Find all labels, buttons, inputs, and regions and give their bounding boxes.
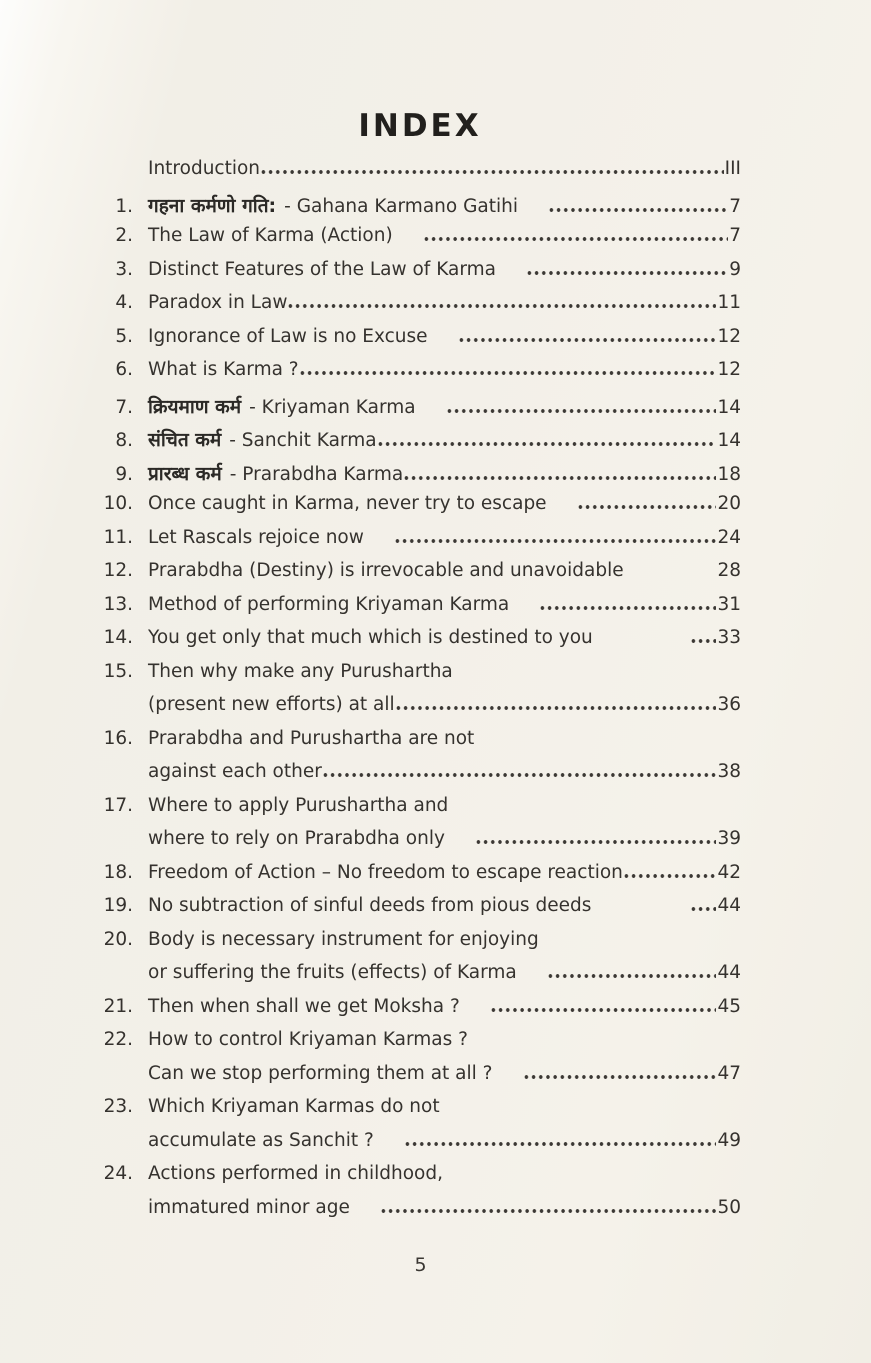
toc-entry-line (100, 996, 741, 1030)
entry-number: 14. (103, 627, 133, 648)
toc-entry-line (100, 594, 741, 628)
leader-wrap (593, 639, 717, 643)
leader-wrap (547, 505, 717, 509)
toc-entry-line (100, 493, 741, 527)
entry-number: 15. (103, 660, 133, 682)
toc-entry-line (100, 828, 741, 862)
dot-leader (404, 1142, 717, 1146)
leader-wrap (591, 907, 716, 911)
entry-text: How to control Kriyaman Karmas ? (148, 1029, 468, 1050)
page-title: INDEX (358, 108, 482, 144)
entry-page-number: 47 (717, 1062, 741, 1084)
toc-entry-line (100, 460, 741, 494)
leader-wrap (517, 974, 717, 978)
entry-text: - Kriyaman Karma (249, 396, 416, 418)
entry-number: 6. (115, 359, 133, 380)
entry-text: Distinct Features of the Law of Karma (148, 258, 496, 280)
leader-wrap (518, 208, 728, 212)
entry-text: Then when shall we get Moksha ? (148, 995, 460, 1017)
dot-leader (299, 371, 717, 375)
entry-page-number: 44 (717, 895, 741, 916)
toc-entry-line (100, 1063, 741, 1097)
dot-leader (322, 773, 717, 777)
toc-entry-line (100, 694, 741, 728)
leader-wrap (493, 1075, 717, 1079)
entry-page-number: 49 (717, 1129, 741, 1151)
entry-devanagari-text: प्रारब्ध कर्म (148, 462, 222, 485)
leader-wrap (393, 237, 729, 241)
entry-text: against each other (148, 761, 322, 782)
entry-text: immatured minor age (148, 1196, 350, 1218)
leader-wrap (287, 304, 716, 308)
leader-wrap (460, 1008, 717, 1012)
entry-number: 23. (103, 1096, 133, 1117)
dot-leader (395, 706, 717, 710)
leader-wrap (377, 442, 717, 446)
entry-number: 8. (115, 430, 133, 451)
toc-entry-line (100, 359, 741, 393)
dot-leader (287, 304, 716, 308)
dot-leader (380, 1209, 717, 1213)
leader-wrap (403, 476, 716, 480)
entry-number: 4. (115, 292, 133, 313)
entry-page-number: III (724, 158, 741, 179)
leader-wrap (428, 338, 717, 342)
entry-page-number: 36 (717, 694, 741, 715)
entry-number: 18. (103, 861, 133, 883)
toc-entry-line (100, 192, 741, 226)
entry-page-number: 9 (729, 258, 741, 280)
toc-entry-line (100, 728, 741, 762)
entry-text: (present new efforts) at all (148, 694, 395, 715)
entry-number: 20. (103, 928, 133, 950)
footer-page-number: 5 (414, 1254, 427, 1276)
entry-text: Actions performed in childhood, (148, 1163, 443, 1184)
dot-leader-short (690, 907, 716, 911)
toc-list (100, 158, 741, 1230)
entry-text: where to rely on Prarabdha only (148, 828, 445, 849)
entry-text: - Sanchit Karma (229, 430, 377, 451)
dot-leader (539, 606, 716, 610)
entry-number: 24. (103, 1163, 133, 1184)
entry-page-number: 31 (717, 593, 741, 615)
entry-number: 22. (103, 1029, 133, 1050)
toc-entry-line (100, 527, 741, 561)
entry-text: Once caught in Karma, never try to escape (148, 493, 547, 514)
dot-leader (423, 237, 729, 241)
entry-page-number: 7 (729, 225, 741, 246)
entry-page-number: 44 (717, 962, 741, 983)
entry-page-number: 33 (717, 627, 741, 648)
toc-entry-line (100, 1029, 741, 1063)
dot-leader (377, 442, 717, 446)
entry-page-number: 7 (729, 195, 741, 217)
dot-leader (547, 974, 717, 978)
entry-page-number: 14 (717, 396, 741, 418)
entry-page-number: 18 (717, 463, 741, 485)
dot-leader-short (690, 639, 716, 643)
toc-entry-line (100, 560, 741, 594)
entry-text: Prarabdha and Purushartha are not (148, 727, 475, 749)
entry-number: 1. (115, 195, 133, 217)
toc-entry-line (100, 1130, 741, 1164)
entry-page-number: 39 (717, 828, 741, 849)
entry-page-number: 42 (717, 861, 741, 883)
entry-page-number: 11 (717, 292, 741, 313)
entry-text: or suffering the fruits (effects) of Karma (148, 962, 517, 983)
toc-entry-line (100, 225, 741, 259)
entry-text: Method of performing Kriyaman Karma (148, 593, 510, 615)
entry-text: Which Kriyaman Karmas do not (148, 1096, 440, 1117)
entry-devanagari-text: गहना कर्मणो गति: (148, 194, 277, 217)
entry-number: 13. (103, 593, 133, 615)
entry-number: 2. (115, 225, 133, 246)
entry-page-number: 14 (717, 430, 741, 451)
toc-entry-line (100, 962, 741, 996)
entry-text: Ignorance of Law is no Excuse (148, 325, 428, 347)
toc-entry-line (100, 862, 741, 896)
toc-entry-line (100, 627, 741, 661)
toc-entry-line (100, 795, 741, 829)
entry-page-number: 24 (717, 526, 741, 548)
dot-leader (394, 539, 717, 543)
entry-page-number: 45 (717, 995, 741, 1017)
entry-devanagari-text: क्रियमाण कर्म (148, 395, 242, 418)
leader-wrap (395, 706, 717, 710)
entry-page-number: 28 (717, 560, 741, 581)
leader-wrap (416, 409, 717, 413)
entry-text: No subtraction of sinful deeds from pious deeds (148, 895, 592, 916)
entry-text: Where to apply Purushartha and (148, 794, 449, 816)
leader-wrap (322, 773, 717, 777)
toc-entry-line (100, 1197, 741, 1231)
entry-number: 12. (103, 560, 133, 581)
entry-text: accumulate as Sanchit ? (148, 1129, 374, 1151)
entry-text: What is Karma ? (148, 359, 299, 380)
toc-entry-line (100, 259, 741, 293)
toc-entry-line (100, 393, 741, 427)
leader-wrap (623, 874, 717, 878)
dot-leader (526, 271, 728, 275)
toc-entry-line (100, 895, 741, 929)
entry-page-number: 12 (717, 325, 741, 347)
entry-number: 7. (115, 396, 133, 418)
entry-number: 5. (115, 325, 133, 347)
entry-number: 3. (115, 258, 133, 280)
toc-entry-line (100, 326, 741, 360)
entry-page-number: 38 (717, 761, 741, 782)
toc-entry-line (100, 929, 741, 963)
entry-text: - Gahana Karmano Gatihi (284, 195, 519, 217)
entry-number: 11. (103, 526, 133, 548)
leader-wrap (260, 170, 724, 174)
leader-wrap (350, 1209, 717, 1213)
toc-entry-line (100, 1163, 741, 1197)
entry-number: 10. (103, 493, 133, 514)
dot-leader (475, 840, 717, 844)
leader-wrap (445, 840, 717, 844)
entry-number: 21. (103, 995, 133, 1017)
dot-leader (523, 1075, 717, 1079)
entry-text: Paradox in Law (148, 292, 288, 313)
dot-leader (458, 338, 717, 342)
entry-text: Can we stop performing them at all ? (148, 1062, 493, 1084)
entry-text: Let Rascals rejoice now (148, 526, 364, 548)
entry-text: Introduction (148, 158, 261, 179)
dot-leader (446, 409, 717, 413)
entry-devanagari-text: संचित कर्म (148, 429, 222, 451)
dot-leader (403, 476, 716, 480)
dot-leader (577, 505, 717, 509)
toc-entry-line (100, 661, 741, 695)
leader-wrap (299, 371, 717, 375)
dot-leader (490, 1008, 717, 1012)
leader-wrap (496, 271, 728, 275)
entry-number: 17. (103, 794, 133, 816)
entry-text: Freedom of Action – No freedom to escape reaction (148, 861, 623, 883)
toc-entry-line (100, 1096, 741, 1130)
entry-text: The Law of Karma (Action) (148, 225, 393, 246)
entry-text: Prarabdha (Destiny) is irrevocable and unavoidable (148, 560, 624, 581)
leader-wrap (374, 1142, 717, 1146)
dot-leader (260, 170, 724, 174)
toc-entry-line (100, 292, 741, 326)
entry-page-number: 20 (717, 493, 741, 514)
entry-text: Then why make any Purushartha (148, 660, 453, 682)
entry-number: 16. (103, 727, 133, 749)
entry-page-number: 50 (717, 1196, 741, 1218)
leader-wrap (509, 606, 716, 610)
toc-entry-line (100, 761, 741, 795)
entry-text: - Prarabdha Karma (229, 463, 404, 485)
entry-text: Body is necessary instrument for enjoying (148, 928, 539, 950)
entry-number: 19. (103, 895, 133, 916)
entry-text: You get only that much which is destined to you (148, 627, 593, 648)
dot-leader (623, 874, 717, 878)
entry-number: 9. (115, 463, 133, 485)
leader-wrap (364, 539, 717, 543)
entry-page-number: 12 (717, 359, 741, 380)
toc-entry-line (100, 426, 741, 460)
toc-entry-line (100, 158, 741, 192)
dot-leader (548, 208, 728, 212)
